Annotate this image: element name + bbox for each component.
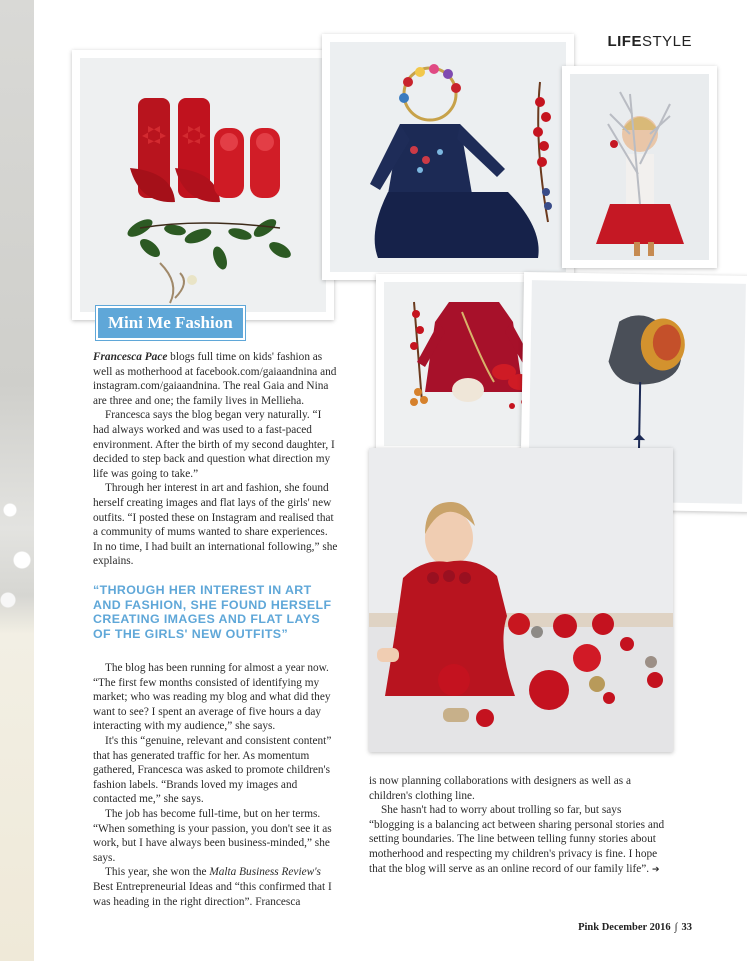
navy-dress-illustration	[330, 42, 566, 272]
body-paragraph: Through her interest in art and fashion, she found herself creating images and flat lays of the girls' new outfits. “I posted these on Instagram and realised that a community of mums wanted to share experiences. In no time, I had built an international following,” she explains.	[93, 482, 338, 568]
body-paragraph: She hasn't had to worry about trolling so far, but says “blogging is a balancing act between sharing personal stories and setting boundaries. The line between telling funny stories about motherhood and respecting my children's privacy is fine. I hope that the blog will serve as an online record of our family life”. ➔	[369, 804, 665, 875]
article-heading: Mini Me Fashion	[96, 306, 245, 340]
body-paragraph: The blog has been running for almost a year now. “The first few months consisted of identifying my market; who was reading my blog and what did they want to see? I spent an average of five hours a day interacting with my audience,” she says.	[93, 662, 331, 733]
red-shoes-illustration	[80, 58, 326, 312]
girl-branches-illustration	[570, 74, 709, 260]
body-column-2	[369, 774, 669, 877]
author-name: Francesca Pace	[93, 351, 168, 363]
photo-red-shoes	[72, 50, 334, 320]
page-footer	[578, 922, 692, 933]
section-tag: LIFESTYLE	[607, 33, 692, 50]
page-number: 33	[681, 922, 692, 933]
snow-texture	[0, 470, 34, 630]
body-paragraph: Francesca says the blog began very naturally. “I had always worked and was used to a fast-paced environment. After the birth of my second daughter, I decided to step back and question what direction my life was going to take.”	[93, 409, 335, 480]
body-column-1	[93, 350, 339, 569]
publication-name: Pink December 2016	[578, 922, 671, 933]
photo-navy-dress	[322, 34, 574, 280]
girl-red-dress-illustration	[369, 448, 673, 752]
body-paragraph: The job has become full-time, but on her terms. “When something is your passion, you don't see it as work, but I have always been business-minded,” she says.	[93, 807, 332, 864]
end-arrow-icon: ➔	[651, 864, 660, 875]
body-paragraph: It's this “genuine, relevant and consistent content” that has generated traffic for her. As momentum gathered, Francesca was asked to promote children's fashion labels. “Brands loved my images and contacted me,” she says.	[93, 734, 332, 806]
intro-paragraph: Francesca Pace blogs full time on kids' fashion as well as motherhood at facebook.com/gaiaandnina and instagram.com/gaiaandnina. The real Gaia and Nina are three and one; the family lives in Mellieha.	[93, 351, 337, 407]
photo-girl-branches	[562, 66, 717, 268]
photo-girl-red-dress	[369, 448, 673, 752]
body-paragraph: This year, she won the Malta Business Review's Best Entrepreneurial Ideas and “this confirmed that I was heading in the right direction”. Francesca	[93, 866, 332, 908]
body-column-1-continued	[93, 661, 339, 909]
pull-quote: “THROUGH HER INTEREST IN ART AND FASHION, SHE FOUND HERSELF CREATING IMAGES AND FLAT LAYS OF THE GIRLS' NEW OUTFITS”	[93, 583, 332, 641]
footer-separator: ∫	[674, 922, 678, 933]
body-paragraph: is now planning collaborations with designers as well as a children's clothing line.	[369, 775, 631, 802]
left-background-strip	[0, 0, 34, 961]
